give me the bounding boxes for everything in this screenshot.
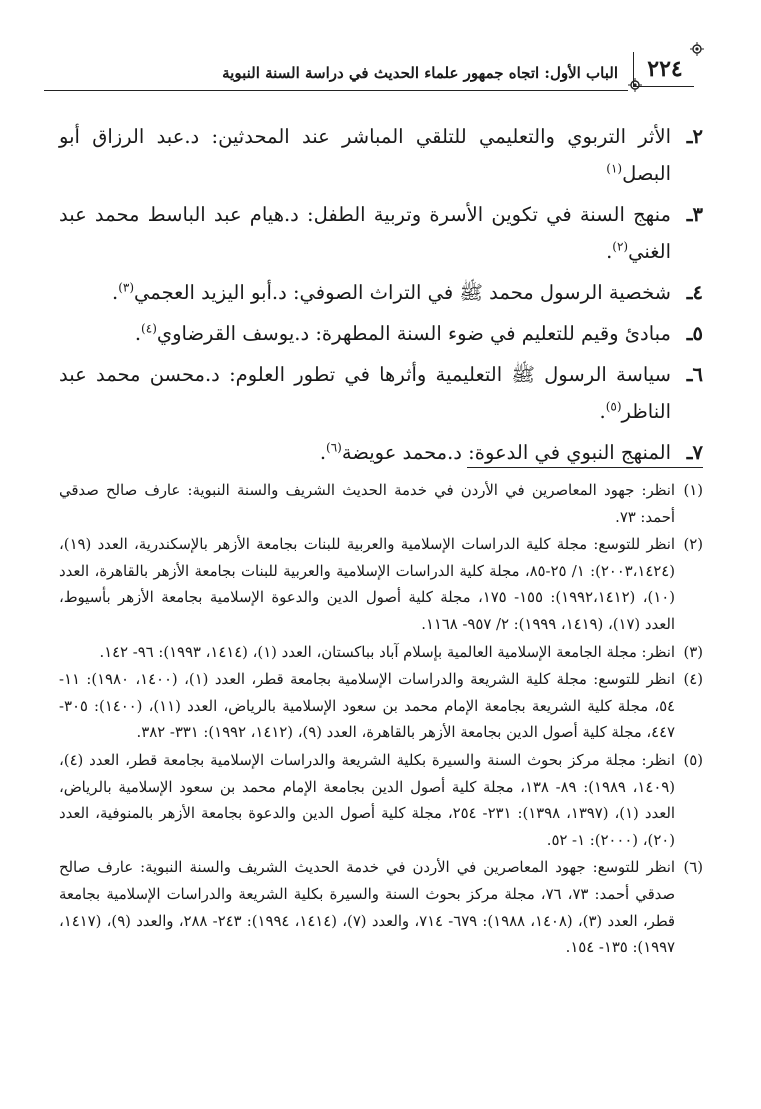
- footnote-ref: (٦): [326, 440, 342, 455]
- list-item: [59, 274, 703, 311]
- item-tail: .: [112, 281, 119, 304]
- list-item: [59, 434, 703, 471]
- footnote-number: (٤): [683, 671, 703, 689]
- list-item: [59, 315, 703, 352]
- footnote-number: (٦): [683, 859, 703, 877]
- item-number: ٤ـ: [686, 281, 703, 304]
- item-tail: .: [606, 240, 613, 263]
- footnote-divider: [467, 467, 703, 468]
- footnote: [59, 640, 703, 667]
- item-number: ٣ـ: [686, 203, 703, 226]
- main-list: [59, 118, 703, 475]
- item-tail: .: [319, 441, 327, 464]
- list-item: [59, 356, 703, 430]
- list-item: [59, 118, 703, 192]
- footnote-ref: (٥): [605, 399, 622, 414]
- footnote: [59, 748, 703, 854]
- footnote: [59, 667, 703, 747]
- footnote-text: انظر: جهود المعاصرين في الأردن في خدمة الحديث الشريف والسنة النبوية: عارف صالح صدقي أحمد: ٧٣.: [59, 482, 675, 526]
- item-text: المنهج النبوي في الدعوة: د.محمد عويضة: [341, 441, 671, 464]
- item-number: ٦ـ: [686, 363, 703, 386]
- footnote-text: انظر للتوسع: مجلة كلية الدراسات الإسلامية والعربية للبنات بجامعة الأزهر بالإسكندرية، العدد (١٩)، (٢٠٠٣،١٤٢٤): ١/ ٢٥-٨٥، مجلة كلية الدراسات الإسلامية والعربية للبنات بجامعة الأزهر بالقاهرة، العدد (١٠)، (١٩٩٢،١٤١٢): ١٥٥- ١٧٥، مجلة كلية أصول الدين والدعوة الإسلامية بجامعة الأزهر بأسيوط، العدد (١٧)، (١٤١٩، ١٩٩٩): ٢/ ٩٥٧- ١١٦٨.: [59, 536, 675, 633]
- footnote-text: انظر للتوسع: مجلة كلية الشريعة والدراسات الإسلامية بجامعة قطر، العدد (١)، (١٤٠٠، ١٩٨٠): ١١- ٥٤، مجلة كلية الشريعة بجامعة الإمام محمد بن سعود الإسلامية بالرياض، العدد (١١)، (١٤٠٠): ٣٠٥- ٤٤٧، مجلة كلية أصول الدين بجامعة الأزهر بالقاهرة، العدد (٩)، (١٤١٢، ١٩٩٢): ٣٣١- ٣٨٢.: [59, 671, 676, 742]
- page-header: [44, 44, 702, 94]
- page-number-box: [628, 44, 702, 90]
- footnote-ref: (٢): [612, 239, 629, 254]
- footnotes: [59, 478, 703, 963]
- item-text: مبادئ وقيم للتعليم في ضوء السنة المطهرة: د.يوسف القرضاوي: [156, 322, 671, 345]
- footnote-ref: (٣): [118, 280, 135, 295]
- item-number: ٢ـ: [686, 125, 703, 148]
- footnote: [59, 532, 703, 638]
- footnote-number: (١): [683, 482, 703, 499]
- footnote-number: (٥): [683, 751, 703, 769]
- page-number: ٢٢٤: [647, 56, 683, 82]
- item-text: شخصية الرسول محمد ﷺ في التراث الصوفي: د.أبو اليزيد العجمي: [134, 281, 671, 304]
- footnote-number: (٢): [683, 536, 703, 554]
- corner-ornament-icon: [628, 78, 642, 92]
- footnote-ref: (١): [606, 161, 623, 176]
- item-text: منهج السنة في تكوين الأسرة وتربية الطفل: د.هيام عبد الباسط محمد عبد الغني: [59, 203, 671, 263]
- footnote-number: (٣): [683, 643, 703, 661]
- running-title: الباب الأول: اتجاه جمهور علماء الحديث في دراسة السنة النبوية: [222, 64, 618, 82]
- footnote: [59, 855, 703, 961]
- item-number: ٥ـ: [686, 322, 703, 345]
- footnote-ref: (٤): [141, 321, 157, 336]
- footnote: [59, 478, 703, 531]
- item-tail: .: [599, 400, 606, 423]
- footnote-text: انظر للتوسع: جهود المعاصرين في الأردن في خدمة الحديث الشريف والسنة النبوية: عارف صالح صدقي أحمد: ٧٣، ٧٦، مجلة مركز بحوث السنة والسيرة بكلية الشريعة والدراسات الإسلامية بجامعة قطر، العدد (٣)، (١٤٠٨، ١٩٨٨): ٦٧٩- ٧١٤، والعدد (٧)، (١٤١٤، ١٩٩٤): ٢٤٣- ٢٨٨، والعدد (٩)، (١٤١٧، ١٩٩٧): ١٣٥- ١٥٤.: [59, 859, 675, 957]
- footnote-text: انظر: مجلة الجامعة الإسلامية العالمية بإسلام آباد بباكستان، العدد (١)، (١٤١٤، ١٩٩٣): ٩٦- ١٤٢.: [99, 643, 675, 661]
- header-rule: [44, 90, 628, 91]
- item-number: ٧ـ: [686, 441, 703, 464]
- item-text: سياسة الرسول ﷺ التعليمية وأثرها في تطور العلوم: د.محسن محمد عبد الناظر: [59, 363, 671, 423]
- list-item: [59, 196, 703, 270]
- item-text: الأثر التربوي والتعليمي للتلقي المباشر عند المحدثين: د.عبد الرزاق أبو البصل: [59, 125, 671, 185]
- item-tail: .: [134, 322, 142, 345]
- footnote-text: انظر: مجلة مركز بحوث السنة والسيرة بكلية الشريعة والدراسات الإسلامية بجامعة قطر، العدد (٤)، (١٤٠٩، ١٩٨٩): ٨٩- ١٣٨، مجلة كلية أصول الدين بجامعة الإمام محمد بن سعود الإسلامية بالرياض، العدد (١)، (١٣٩٧، ١٣٩٨): ٢٣١- ٢٥٤، مجلة كلية أصول الدين والدعوة بجامعة الأزهر بالمنوفية، العدد (٢٠)، (٢٠٠٠): ١- ٥٢.: [59, 751, 675, 849]
